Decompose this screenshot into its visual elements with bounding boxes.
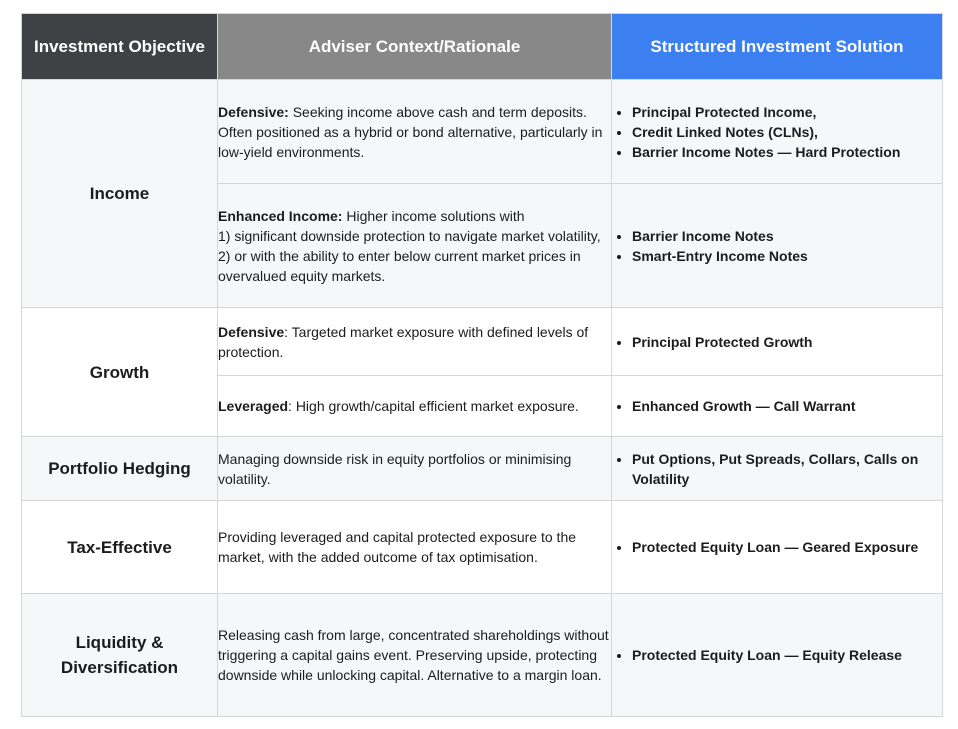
- list-item: • Put Options, Put Spreads, Collars, Calls on Volatility: [632, 449, 942, 489]
- table-row-portfolio-hedging: [22, 437, 943, 501]
- table-row-growth-defensive: [22, 308, 943, 376]
- objective-growth: Growth: [22, 308, 218, 437]
- context-text: : Targeted market exposure with defined levels of protection.: [218, 323, 589, 360]
- context-growth-leveraged: [218, 376, 612, 437]
- context-income-enhanced: [218, 184, 612, 308]
- list-item: • Protected Equity Loan — Equity Release: [632, 645, 942, 665]
- table-row-tax-effective: [22, 501, 943, 594]
- context-income-defensive: [218, 80, 612, 184]
- context-text: : High growth/capital efficient market exposure.: [288, 398, 579, 414]
- table-row-liquidity-diversification: [22, 594, 943, 717]
- list-item: • Enhanced Growth — Call Warrant: [632, 396, 942, 416]
- list-item: • Barrier Income Notes — Hard Protection: [632, 142, 942, 162]
- context-portfolio-hedging: Managing downside risk in equity portfolios or minimising volatility.: [218, 437, 612, 501]
- solution-growth-defensive: [612, 308, 943, 376]
- list-item: • Principal Protected Growth: [632, 332, 942, 352]
- solution-list: [612, 226, 942, 266]
- solution-growth-leveraged: [612, 376, 943, 437]
- context-line: 1) significant downside protection to navigate market volatility,: [218, 227, 601, 244]
- solution-list: [612, 332, 942, 352]
- context-growth-defensive: [218, 308, 612, 376]
- context-lead: Enhanced Income:: [218, 207, 343, 224]
- solution-list: [612, 396, 942, 416]
- context-text: Seeking income above cash and term deposits. Often positioned as a hybrid or bond alternative, particularly in low-yield environments.: [218, 103, 603, 160]
- context-tax-effective: Providing leveraged and capital protected exposure to the market, with the added outcome of tax optimisation.: [218, 501, 612, 594]
- objective-liquidity-diversification: [22, 594, 218, 717]
- context-lead: Defensive: [218, 323, 285, 340]
- objective-tax-effective: Tax-Effective: [22, 501, 218, 594]
- solution-income-enhanced: [612, 184, 943, 308]
- solution-liquidity-diversification: [612, 594, 943, 717]
- list-item: • Smart-Entry Income Notes: [632, 246, 942, 266]
- investment-solutions-table: [21, 13, 943, 717]
- objective-income: Income: [22, 80, 218, 308]
- context-text: Higher income solutions with: [342, 207, 525, 224]
- header-adviser-context: Adviser Context/Rationale: [218, 14, 612, 80]
- context-liquidity-diversification: Releasing cash from large, concentrated shareholdings without triggering a capital gains event. Preserving upside, protecting downside while unlocking capital. Alternative to a margin loan.: [218, 594, 612, 717]
- solution-list: [612, 449, 942, 489]
- header-row: [22, 14, 943, 80]
- solution-list: [612, 537, 942, 557]
- solution-list: [612, 645, 942, 665]
- list-item: • Protected Equity Loan — Geared Exposure: [632, 537, 942, 557]
- context-lead: Defensive:: [218, 103, 289, 120]
- objective-line: Diversification: [60, 658, 179, 677]
- header-structured-solution: Structured Investment Solution: [612, 14, 943, 80]
- list-item: • Principal Protected Income,: [632, 102, 942, 122]
- list-item: • Barrier Income Notes: [632, 226, 942, 246]
- context-lead: Leveraged: [218, 398, 289, 414]
- solution-portfolio-hedging: [612, 437, 943, 501]
- objective-line: Liquidity &: [75, 633, 164, 652]
- solution-list: [612, 102, 942, 162]
- list-item: • Credit Linked Notes (CLNs),: [632, 122, 942, 142]
- solution-tax-effective: [612, 501, 943, 594]
- header-investment-objective: Investment Objective: [22, 14, 218, 80]
- objective-portfolio-hedging: Portfolio Hedging: [22, 437, 218, 501]
- table-row-income-defensive: [22, 80, 943, 184]
- solution-income-defensive: [612, 80, 943, 184]
- context-line: 2) or with the ability to enter below current market prices in overvalued equity markets.: [218, 247, 581, 284]
